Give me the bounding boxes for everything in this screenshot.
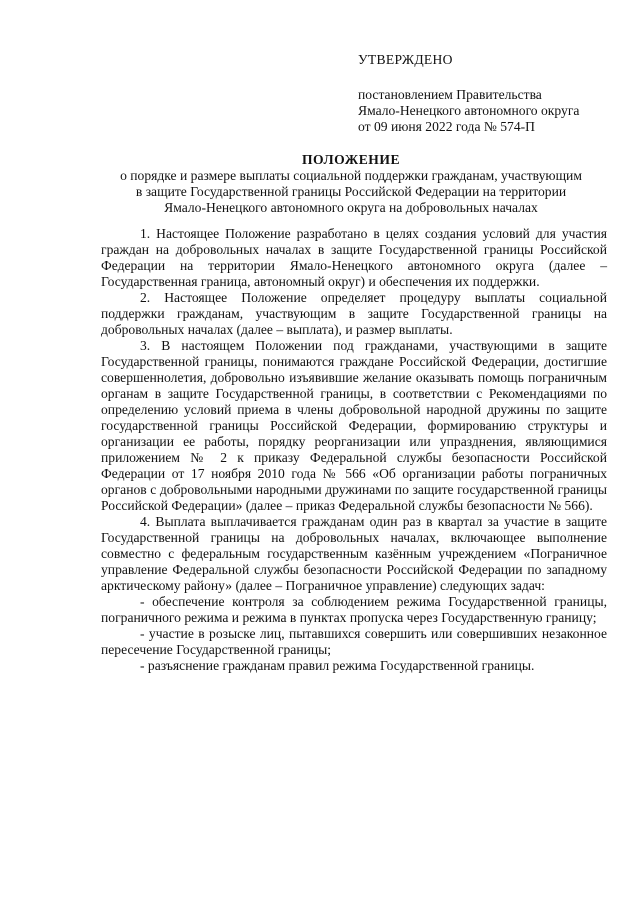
approval-details	[358, 87, 618, 135]
document-title: ПОЛОЖЕНИЕ	[301, 152, 401, 167]
paragraph-1: 1. Настоящее Положение разработано в целях создания условий для участия граждан на добровольных началах в защите Государственной границы Российской Федерации на территории Ямало-Ненецкого автономного округа (далее – Государственная граница, автономный округ) и обеспечения их поддержки.	[101, 226, 607, 289]
approval-block	[358, 52, 618, 135]
approval-line: постановлением Правительства	[358, 87, 542, 102]
document-subtitle-line: Ямало-Ненецкого автономного округа на добровольных началах	[164, 200, 538, 215]
task-item-border-control: - обеспечение контроля за соблюдением режима Государственной границы, пограничного режима и режима в пунктах пропуска через Государственную границу;	[101, 594, 607, 625]
paragraph-3: 3. В настоящем Положении под гражданами, участвующими в защите Государственной границы, понимаются граждане Российской Федерации, достигшие совершеннолетия, добровольно изъявившие желание оказывать помощь пограничным органам в защите Государственной границы, в соответствии с Рекомендациями по определению условий приема в члены добровольной народной дружины по защите государственной границы Российской Федерации, формированию структуры и организации ее работы, порядку реорганизации или упразднения, являющимися приложением № 2 к приказу Федеральной службы безопасности Российской Федерации от 17 ноября 2010 года № 566 «Об организации работы пограничных органов с добровольными народными дружинами по защите государственной границы Российской Федерации» (далее – приказ Федеральной службы безопасности № 566).	[101, 338, 607, 513]
task-item-search: - участие в розыске лиц, пытавшихся совершить или совершивших незаконное пересечение Государственной границы;	[101, 626, 607, 657]
approval-line: Ямало-Ненецкого автономного округа	[358, 103, 580, 118]
paragraph-2: 2. Настоящее Положение определяет процедуру выплаты социальной поддержки гражданам, участвующим в защите Государственной границы на добровольных началах (далее – выплата), и размер выплаты.	[101, 290, 607, 337]
paragraph-4: 4. Выплата выплачивается гражданам один раз в квартал за участие в защите Государственной границы на добровольных началах, включающее выполнение совместно с федеральным государственным казённым учреждением «Пограничное управление Федеральной службы безопасности Российской Федерации по западному арктическому району» (далее – Пограничное управление) следующих задач:	[101, 514, 607, 593]
document-subtitle-line: о порядке и размере выплаты социальной поддержки гражданам, участвующим	[120, 168, 582, 183]
document-body	[101, 226, 607, 674]
document-heading	[90, 152, 612, 216]
approval-title: УТВЕРЖДЕНО	[358, 52, 453, 67]
task-item-explanation: - разъяснение гражданам правил режима Государственной границы.	[140, 658, 535, 673]
approval-line: от 09 июня 2022 года № 574-П	[358, 119, 535, 134]
document-subtitle-line: в защите Государственной границы Российской Федерации на территории	[135, 184, 567, 199]
